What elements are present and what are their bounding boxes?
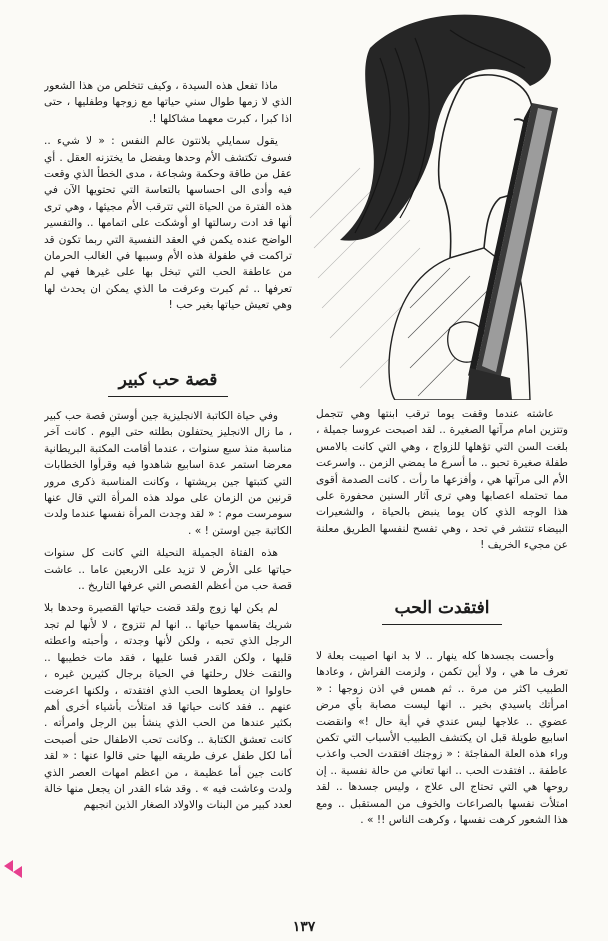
right-intro-paragraph: عاشته عندما وقفت يوما ترقب ابنتها وهي تتجمل وتتزين امام مرآتها الصغيرة .. لقد اصبحت عروسا جميلة ، بلغت السن التي تؤهلها للزواج ، وهي التي كانت بالامس طفلة صغيرة تحبو .. ما أسرع ما يمضي الزمن .. واسرعت الأم الى مرآتها هي ، وأفزعها ما رأت . كانت الصدمة أقوى مما تحتمله اعصابها وهي ترى آثار السنين محفورة على هذا الوجه الذي كان يوما ينبض بالحياة ، والشعيرات البيضاء تنتشر في تحد ، وهي تفسح لنفسها الطريق معلنة عن مجيء الخريف ! <box>316 408 568 552</box>
right-column-intro <box>316 406 568 586</box>
story-paragraph-2: هذه الفتاة الجميلة النحيلة التي كانت كل سنوات حياتها على الأرض لا تزيد على الاربعين عاما .. عاشت قصة حب من أعظم القصص التي عرفها التاريخ .. <box>44 547 292 593</box>
story-paragraph-1: وفي حياة الكاتبة الانجليزية جين أوستن قصة حب كبير ، ما زال الانجليز يحتفلون بطلته حتى اليوم . كانت آخر مناسبة منذ سبع سنوات ، عندما أقامت المكتبة البريطانية معرضا استمر عدة اسابيع شاهدوا فيه وقرأوا الخطابات التي كتبتها جين بريشتها ، وكانت المناسبة ذكرى مرور قرنين من الزمان على مولد هذه المرأة التي قال عنها سومرست موم : « لقد وجدت المرأة نفسها عندما ولدت الكاتبة جين اوستن ! » . <box>44 410 292 537</box>
right-column-lost-love <box>316 648 568 900</box>
lost-love-heading-rule <box>382 624 502 625</box>
left-intro-paragraph-2: يقول سمايلي بلانتون عالم النفس : « لا شيء .. فسوف تكتشف الأم وحدها وبفضل ما يختزنه العقل . أي عقل من طاقة وحكمة وشجاعة ، مدى الخطأ الذي وقعت فيه وأدى الى احساسها بالتعاسة التي تحتويها الآن في هذه الفترة من الحياة التي تترقب الأم مجيئها ، وهي ترى أنها قد ادت رسالتها او أوشكت على اتمامها .. والتفسير الواضح عنده يكمن في العقد النفسية التي ربما تكون قد تراكمت في طفولة هذه الأم وسببها في الغالب الحرمان من عاطفة الحب التي تبخل بها على غيرها فهي لم تعرفها .. ثم كبرت وعرفت ما الذي يمكن ان يحدث لها وهي تعيش حياتها بغير حب ! <box>44 135 292 312</box>
story-paragraph-3: لم يكن لها زوج ولقد قضت حياتها القصيرة وحدها بلا شريك يقاسمها حياتها .. انها لم تتزوج ، لا لأنها لم تجد الرجل الذي تحبه ، ولكن لأنها وجدته ، وأحبته واعطته قلبها ، ولكن القدر قسا عليها ، فقد مات خطيبها .. والتقت خلال رحلتها في الحياة برجال كثيرين غيره ، حاولوا ان يعطوها الحب الذي افتقدته ، ولكنها اعرضت عنهم .. فقد كانت حياتها قد امتلأت بأشياء أخرى أهم بكثير عندها من الحب الذي ينشأ بين الرجل وامرأته . كانت تعشق الكتابة .. وكانت تحب الاطفال حتى أصبحت أما لكل طفل عرف طريقه اليها حتى قالوا عنها : « لقد كانت جين أما عظيمة ، من اعظم امهات العصر الذي ولدت وعاشت فيه » . وقد شاء القدر ان يجعل منها خالة لعدد كبير من البنات والاولاد الصغار الذين انجبهم <box>44 602 292 812</box>
story-heading <box>44 370 292 397</box>
lost-love-heading <box>316 598 568 625</box>
lost-love-heading-text: افتقدت الحب <box>394 598 490 618</box>
woman-mirror-illustration <box>300 8 600 400</box>
page-nav-arrows-icon[interactable] <box>2 858 24 880</box>
left-intro-paragraph-1: ماذا تفعل هذه السيدة ، وكيف تتخلص من هذا الشعور الذي لا زمها طوال سني حياتها مع زوجها وطفليها ، حتى اذا كبرا ، كبرت معهما مشاكلها !. <box>44 80 292 125</box>
story-heading-rule <box>108 396 228 397</box>
left-column-story <box>44 408 292 898</box>
page-number: ١٣٧ <box>292 919 316 935</box>
lost-love-paragraph: وأحست بجسدها كله ينهار .. لا بد انها اصيبت بعلة لا تعرف ما هي ، ولا أين تكمن ، ولزمت الفراش ، وعادها الطبيب اكثر من مرة .. ثم همس في اذن زوجها : « امرأتك ياسيدي بخير .. انها ليست مصابة بأي مرض عضوي .. علاجها ليس عندي في أية حال !» وانقضت اسابيع طويلة قبل ان يكتشف الطبيب الأسباب التي تكمن وراء هذه العلة المفاجئة : « زوجتك افتقدت الحب واعذب عاطفة .. افتقدت الحب .. انها تعاني من حالة نفسية .. إن روحها هي التي تحتاج الى علاج ، وليس جسدها .. لقد امتلأت نفسها بالصراعات والخوف من المستقبل .. ومع هذا الشعور كرهت نفسها ، وكرهت الناس !! » . <box>316 650 568 827</box>
story-heading-text: قصة حب كبير <box>118 370 218 390</box>
left-column-intro <box>44 78 292 368</box>
